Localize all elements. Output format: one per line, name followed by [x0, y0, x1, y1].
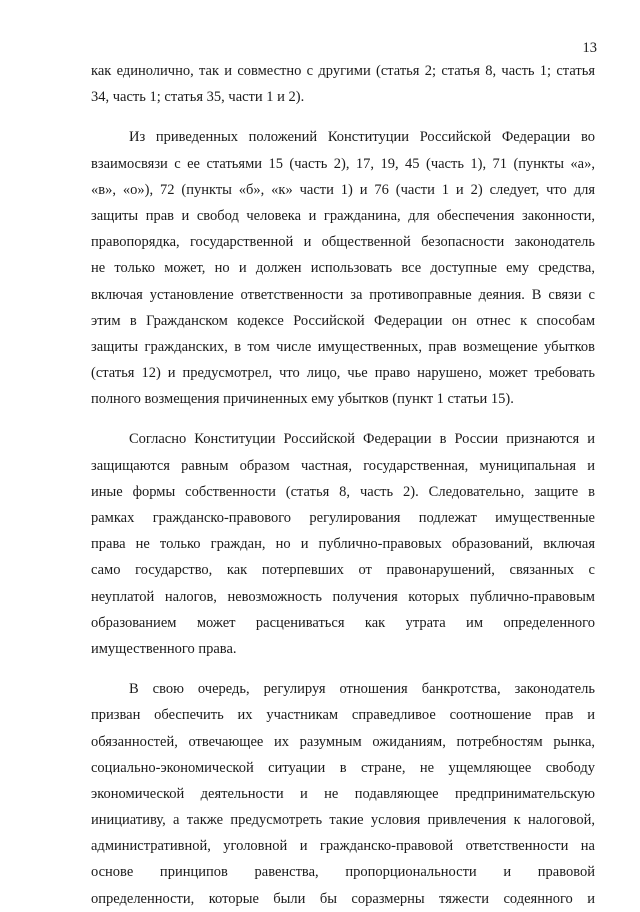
text-line: само государство, как потерпевших от правонарушений, связанных с: [91, 562, 595, 579]
text-line: призван обеспечить их участникам справедливое соотношение прав и: [91, 707, 595, 724]
text-line: защиты гражданских, в том числе имущественных, прав возмещение убытков: [91, 338, 595, 355]
text-line: защищаются равным образом частная, государственная, муниципальная и: [91, 457, 595, 474]
text-line: рамках гражданско-правового регулирования подлежат имущественные: [91, 510, 595, 526]
text-line: включая установление ответственности за противоправные деяния. В связи с: [91, 286, 595, 303]
text-line: экономической деятельности и не подавляющее предпринимательскую: [91, 785, 595, 802]
text-line: социально-экономической ситуации в стране, не ущемляющее свободу: [91, 759, 595, 776]
text-line: В свою очередь, регулируя отношения банкротства, законодатель: [129, 681, 595, 698]
page-number: 13: [582, 40, 597, 56]
text-line: инициативу, а также предусмотреть такие условия привлечения к налоговой,: [91, 812, 595, 829]
text-line: не только может, но и должен использовать все доступные ему средства,: [91, 260, 595, 277]
text-line: правопорядка, государственной и общественной безопасности законодатель: [91, 234, 595, 251]
text-line: «в», «о»), 72 (пункты «б», «к» части 1) и 76 (части 1 и 2) следует, что для: [91, 181, 595, 198]
text-line: права не только граждан, но и публично-правовых образований, включая: [91, 536, 595, 553]
text-line: Из приведенных положений Конституции Российской Федерации во: [129, 129, 595, 146]
text-line: основе принципов равенства, пропорциональности и правовой: [91, 864, 595, 881]
text-line: (статья 12) и предусмотрел, что лицо, чье право нарушено, может требовать: [91, 365, 595, 382]
paragraph: [91, 676, 595, 912]
text-line: определенности, которые были бы соразмерны тяжести содеянного и: [91, 890, 595, 907]
text-line: защиты прав и свобод человека и гражданина, для обеспечения законности,: [91, 207, 595, 224]
text-line: как единолично, так и совместно с другими (статья 2; статья 8, часть 1; статья: [91, 63, 595, 79]
text-line: административной, уголовной и гражданско-правовой ответственности на: [91, 838, 595, 855]
text-line: неуплатой налогов, невозможность получения которых публично-правовым: [91, 588, 595, 605]
text-line: Согласно Конституции Российской Федерации в России признаются и: [129, 431, 595, 448]
paragraph: [91, 58, 595, 110]
text-line: 34, часть 1; статья 35, части 1 и 2).: [91, 89, 305, 106]
paragraph: [91, 124, 595, 412]
text-line: иные формы собственности (статья 8, часть 2). Следовательно, защите в: [91, 483, 595, 500]
document-body: [91, 58, 595, 912]
paragraph: [91, 426, 595, 662]
text-line: образованием может расцениваться как утрата им определенного: [91, 614, 595, 631]
text-line: полного возмещения причиненных ему убытков (пункт 1 статьи 15).: [91, 391, 514, 408]
text-line: этим в Гражданском кодексе Российской Федерации он отнес к способам: [91, 312, 595, 329]
text-line: имущественного права.: [91, 640, 237, 657]
text-line: обязанностей, отвечающее их разумным ожиданиям, потребностям рынка,: [91, 733, 595, 750]
text-line: взаимосвязи с ее статьями 15 (часть 2), 17, 19, 45 (часть 1), 71 (пункты «а»,: [91, 155, 595, 172]
